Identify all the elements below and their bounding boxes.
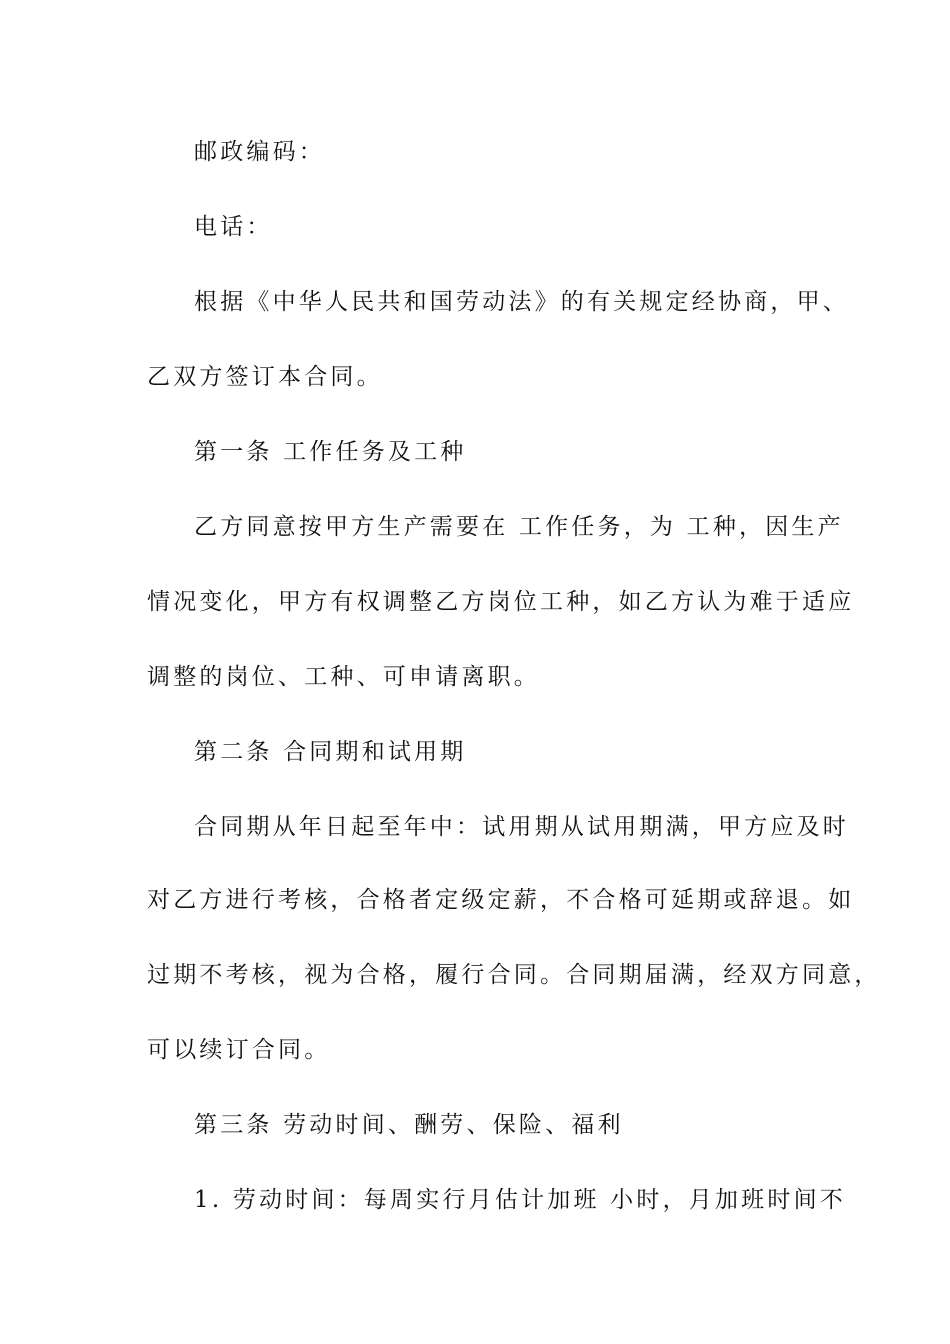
phone-label: 电话： (194, 214, 273, 240)
article-2-heading: 第二条 合同期和试用期 (194, 739, 467, 765)
article-1-heading: 第一条 工作任务及工种 (194, 439, 467, 465)
postal-code-label: 邮政编码： (194, 139, 325, 165)
article-3-item-1: 1. 劳动时间：每周实行月估计加班 小时，月加班时间不 (194, 1187, 846, 1213)
article-1-line-2: 情况变化，甲方有权调整乙方岗位工种，如乙方认为难于适应 (147, 589, 855, 615)
article-2-line-2: 对乙方进行考核，合格者定级定薪，不合格可延期或辞退。如 (147, 887, 855, 913)
article-1-line-3: 调整的岗位、工种、可申请离职。 (147, 664, 540, 690)
preamble-line-1: 根据《中华人民共和国劳动法》的有关规定经协商，甲、 (194, 289, 849, 315)
article-1-line-1: 乙方同意按甲方生产需要在 工作任务，为 工种，因生产 (194, 514, 844, 540)
article-2-line-4: 可以续订合同。 (147, 1037, 331, 1063)
article-3-heading: 第三条 劳动时间、酬劳、保险、福利 (194, 1112, 624, 1138)
preamble-line-2: 乙双方签订本合同。 (147, 364, 383, 390)
article-2-line-3: 过期不考核，视为合格，履行合同。合同期届满，经双方同意， (147, 962, 881, 988)
article-2-line-1: 合同期从年日起至年中：试用期从试用期满，甲方应及时 (194, 814, 849, 840)
